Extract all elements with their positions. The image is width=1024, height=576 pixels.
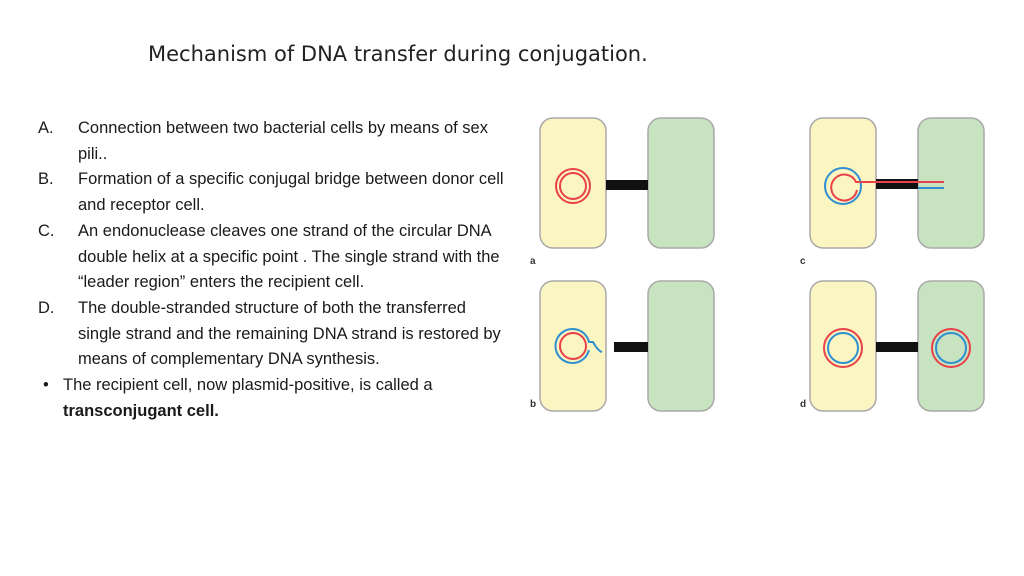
step-marker: D. — [38, 298, 55, 317]
page-title: Mechanism of DNA transfer during conjugation. — [148, 42, 648, 66]
conjugal-bridge — [614, 342, 648, 352]
step-text: The double-stranded structure of both the transferred single strand and the remaining DNA strand is restored by means of complementary DNA synthesis. — [78, 298, 501, 369]
panel-d — [800, 281, 984, 411]
transconjugant-term: transconjugant cell. — [63, 401, 219, 420]
panel-label: d — [800, 399, 807, 410]
step-marker: C. — [38, 221, 55, 240]
step-d — [38, 296, 508, 373]
conjugal-bridge — [876, 342, 918, 352]
panel-label: c — [800, 256, 806, 267]
conclusion-bullet — [38, 373, 508, 424]
donor-cell — [810, 281, 876, 411]
conjugation-figure — [520, 110, 1000, 420]
step-text: An endonuclease cleaves one strand of the circular DNA double helix at a specific point . The single strand with the “leader region” enters the recipient cell. — [78, 221, 500, 292]
panel-c — [800, 118, 984, 267]
panel-label: b — [530, 399, 537, 410]
step-marker: B. — [38, 170, 54, 189]
step-marker: A. — [38, 119, 54, 137]
recipient-cell — [648, 281, 714, 411]
conjugal-bridge — [606, 180, 648, 190]
panel-a — [530, 118, 714, 267]
recipient-cell — [918, 281, 984, 411]
bullet-marker: • — [43, 376, 49, 395]
donor-cell — [540, 118, 606, 248]
step-c — [38, 219, 508, 296]
conjugal-bridge — [876, 179, 918, 189]
recipient-cell — [648, 118, 714, 248]
panel-label: a — [530, 256, 536, 267]
panel-b — [530, 281, 714, 411]
step-text: Connection between two bacterial cells by means of sex pili.. — [78, 119, 488, 163]
step-a — [38, 116, 508, 167]
step-list — [38, 116, 508, 424]
step-b — [38, 167, 508, 218]
conclusion-text: The recipient cell, now plasmid-positive, is called a — [63, 376, 433, 395]
step-text: Formation of a specific conjugal bridge between donor cell and receptor cell. — [78, 170, 504, 215]
